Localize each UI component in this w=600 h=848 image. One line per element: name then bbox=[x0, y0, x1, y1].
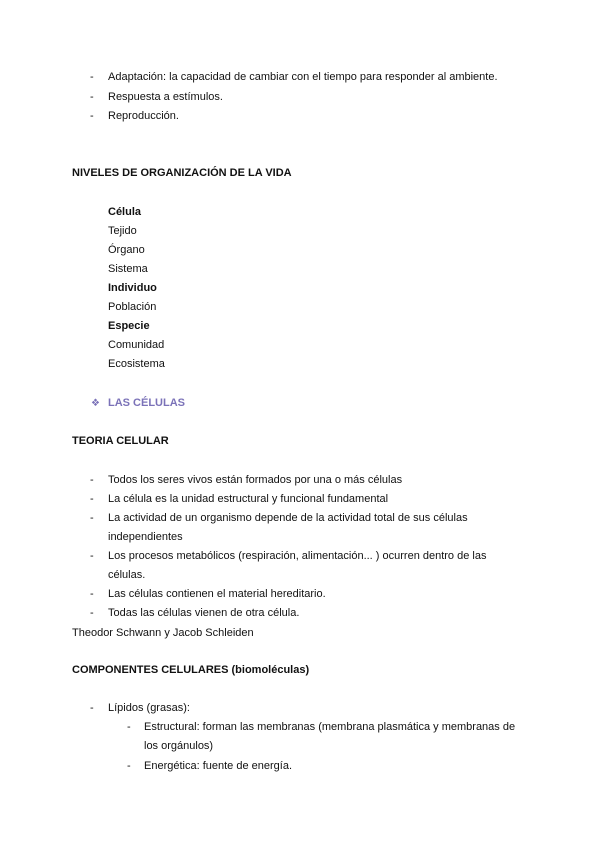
sub-list-item-text: Energética: fuente de energía. bbox=[144, 760, 292, 772]
list-item-text: Reproducción. bbox=[108, 110, 179, 122]
nivel-item: Comunidad bbox=[108, 339, 165, 351]
nivel-item: Población bbox=[108, 301, 157, 313]
nivel-item: Especie bbox=[108, 320, 150, 332]
diamond-bullet-icon: ❖ bbox=[91, 398, 100, 409]
teoria-authors: Theodor Schwann y Jacob Schleiden bbox=[72, 627, 254, 639]
list-item-continuation: independientes bbox=[108, 531, 183, 543]
nivel-item: Célula bbox=[108, 206, 142, 218]
list-item-text: Las células contienen el material hereditario. bbox=[108, 588, 326, 600]
bullet-dash: - bbox=[90, 474, 94, 486]
list-item-continuation: células. bbox=[108, 569, 146, 581]
list-item-text: Los procesos metabólicos (respiración, alimentación... ) ocurren dentro de las bbox=[108, 550, 487, 562]
section-heading-componentes: COMPONENTES CELULARES (biomoléculas) bbox=[72, 664, 310, 676]
bullet-dash: - bbox=[90, 588, 94, 600]
bullet-dash: - bbox=[127, 760, 131, 772]
list-item-text: Respuesta a estímulos. bbox=[108, 91, 223, 103]
list-item-text: Todas las células vienen de otra célula. bbox=[108, 607, 300, 619]
section-heading-niveles: NIVELES DE ORGANIZACIÓN DE LA VIDA bbox=[72, 167, 292, 179]
bullet-dash: - bbox=[90, 110, 94, 122]
bullet-dash: - bbox=[90, 71, 94, 83]
nivel-item: Tejido bbox=[108, 225, 137, 237]
bullet-dash: - bbox=[90, 91, 94, 103]
nivel-item: Órgano bbox=[108, 244, 145, 256]
bullet-dash: - bbox=[90, 702, 94, 714]
bullet-dash: - bbox=[90, 512, 94, 524]
nivel-item: Sistema bbox=[108, 263, 148, 275]
section-heading-teoria: TEORIA CELULAR bbox=[72, 435, 169, 447]
bullet-dash: - bbox=[127, 721, 131, 733]
celulas-title: LAS CÉLULAS bbox=[108, 397, 185, 409]
nivel-item: Ecosistema bbox=[108, 358, 165, 370]
list-item-text: La actividad de un organismo depende de la actividad total de sus células bbox=[108, 512, 468, 524]
list-item-text: Todos los seres vivos están formados por una o más células bbox=[108, 474, 403, 486]
bullet-dash: - bbox=[90, 493, 94, 505]
bullet-dash: - bbox=[90, 550, 94, 562]
list-item-text: Adaptación: la capacidad de cambiar con el tiempo para responder al ambiente. bbox=[108, 71, 498, 83]
bullet-dash: - bbox=[90, 607, 94, 619]
list-item-text: La célula es la unidad estructural y funcional fundamental bbox=[108, 493, 389, 505]
list-item-text: Lípidos (grasas): bbox=[108, 702, 190, 714]
sub-list-item-continuation: los orgánulos) bbox=[144, 740, 214, 752]
sub-list-item-text: Estructural: forman las membranas (membrana plasmática y membranas de bbox=[144, 721, 516, 733]
nivel-item: Individuo bbox=[108, 282, 157, 294]
